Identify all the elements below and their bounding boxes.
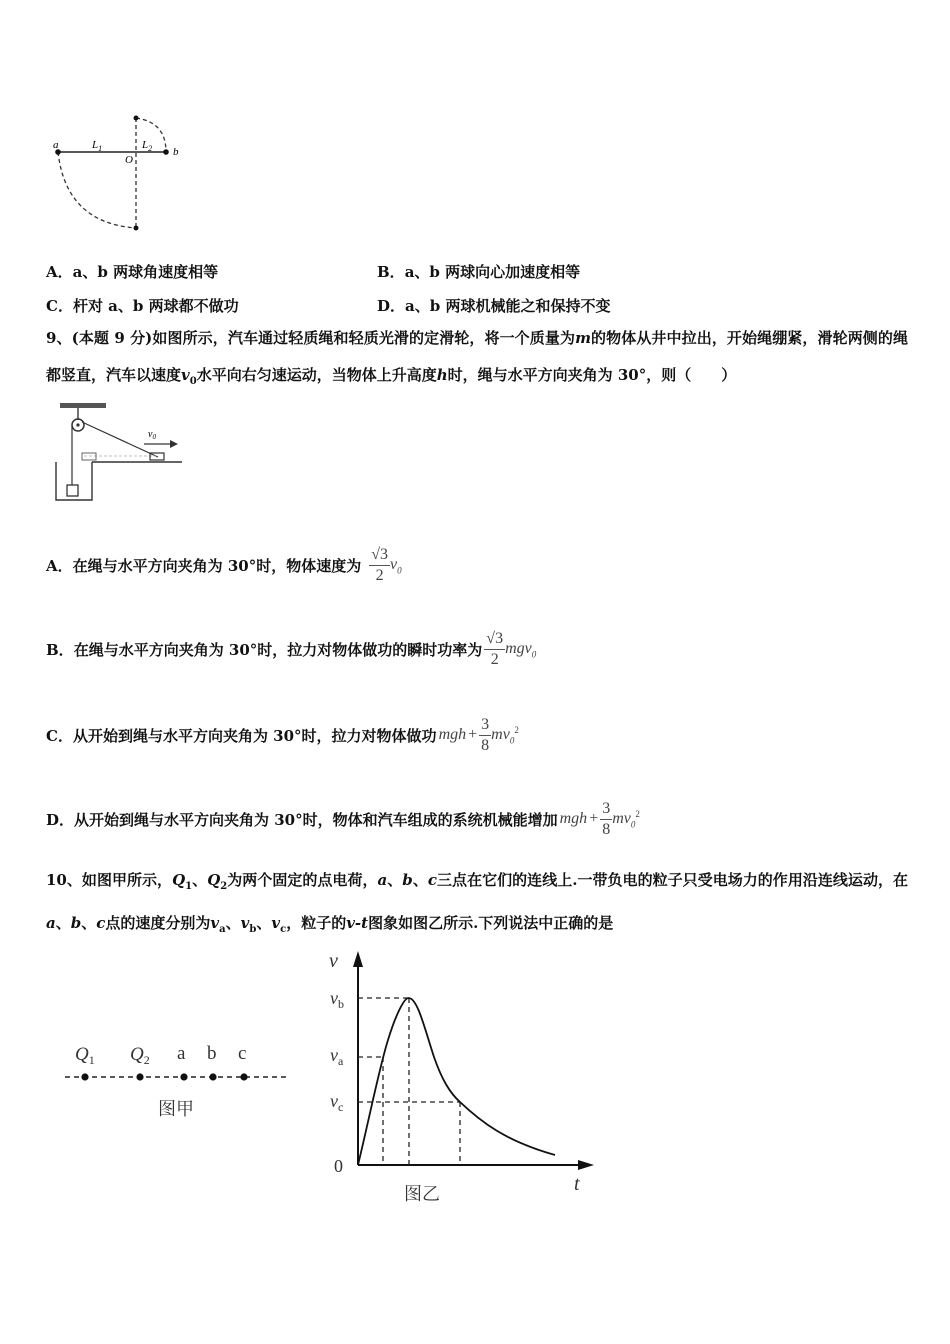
q8-option-c-text: 杆对 a、b 两球都不做功 [72, 297, 239, 315]
q8-rod-figure [48, 108, 198, 238]
q9-option-a[interactable] [46, 535, 402, 595]
q9-option-c-letter: C． [46, 726, 73, 745]
q8-option-a[interactable] [46, 261, 218, 282]
q10-yi-vc-label: $v_c$ [330, 1091, 344, 1114]
q8-option-c[interactable] [46, 295, 239, 316]
q9-option-d[interactable] [46, 789, 640, 849]
q9-option-c[interactable] [46, 705, 519, 765]
q10-jia-dot-c [240, 1073, 247, 1080]
q10-yi-x-arrow [578, 1160, 594, 1170]
q10-jia-dot-q2 [136, 1073, 143, 1080]
q9-option-d-formula: mgh + $\frac{3}{8}$ $mv_0^2$ [559, 799, 640, 838]
q9-option-d-letter: D． [46, 810, 75, 829]
q8-option-c-letter: C． [46, 297, 73, 315]
q10-jia-label-q1: $Q_1$ [75, 1044, 95, 1067]
q8-option-b-text: a、b 两球向心加速度相等 [404, 263, 581, 281]
q8-label-b: b [173, 146, 179, 158]
q8-option-a-text: a、b 两球角速度相等 [72, 263, 219, 281]
q9-v0-label: $v_0$ [148, 429, 156, 441]
q10-yi-y-arrow [353, 951, 363, 967]
q9-option-a-text: 在绳与水平方向夹角为 30°时，物体速度为 [72, 556, 362, 575]
q10-figure-yi [320, 945, 610, 1215]
q10-jia-dot-a [180, 1073, 187, 1080]
q9-option-b-text: 在绳与水平方向夹角为 30°时，拉力对物体做功的瞬时功率为 [73, 640, 483, 659]
q10-yi-va-label: $v_a$ [330, 1045, 344, 1068]
q8-option-d[interactable] [377, 295, 610, 316]
q8-option-b-letter: B． [377, 263, 405, 281]
q9-rope-slant [82, 422, 158, 457]
q9-option-b-letter: B． [46, 640, 74, 659]
q10-jia-label-q2: $Q_2$ [130, 1044, 150, 1067]
q10-yi-x-label: t [574, 1173, 580, 1195]
q8-ball-b [163, 149, 169, 155]
q8-option-d-text: a、b 两球机械能之和保持不变 [405, 297, 611, 315]
q9-ceiling [60, 403, 106, 408]
q9-object [67, 485, 78, 496]
q9-pulley-figure [52, 400, 187, 508]
q10-jia-caption: 图甲 [158, 1099, 194, 1120]
q10-yi-vb-label: $v_b$ [330, 988, 344, 1011]
q8-option-d-letter: D． [377, 297, 406, 315]
q8-ball-bottom [134, 226, 139, 231]
q8-label-o: O [125, 154, 133, 166]
q10-jia-label-b: b [207, 1043, 217, 1064]
q9-option-b-formula: $\frac{√3}{2}$ mgv$_0$ [486, 629, 537, 668]
q9-option-c-text: 从开始到绳与水平方向夹角为 30°时，拉力对物体做功 [72, 726, 437, 745]
q8-label-l1: $L_1$ [92, 139, 103, 153]
q8-label-l2: $L_2$ [142, 139, 153, 153]
q10-jia-dot-b [209, 1073, 216, 1080]
q10-jia-label-a: a [177, 1043, 186, 1064]
q10-jia-label-c: c [238, 1043, 247, 1064]
q9-stem: 9、(本题 9 分)如图所示，汽车通过轻质绳和轻质光滑的定滑轮，将一个质量为m的物体从井中拉出，开始绳绷紧，滑轮两侧的绳都竖直，汽车以速度$v_0$水平向右匀速运动，当物体上升高度h时，绳与水平方向夹角为 30°，则（ ） [46, 329, 908, 387]
q9-option-a-letter: A． [46, 556, 73, 575]
q10-yi-y-label: v [329, 950, 338, 972]
q9-option-d-text: 从开始到绳与水平方向夹角为 30°时，物体和汽车组成的系统机械能增加 [74, 810, 558, 829]
q9-car-start [82, 453, 96, 460]
q10-yi-origin: 0 [334, 1156, 343, 1176]
q9-option-a-formula: $\frac{√3}{2}$ $v_0$ [371, 545, 402, 584]
q10-jia-dot-q1 [81, 1073, 88, 1080]
q8-label-a: a [53, 139, 59, 151]
q10-yi-vt-curve [358, 998, 555, 1165]
q8-option-a-letter: A． [46, 263, 73, 281]
q9-option-c-formula: mgh + $\frac{3}{8}$ $mv_0^2$ [438, 715, 519, 754]
q10-yi-caption: 图乙 [404, 1184, 440, 1205]
q10-stem: 10、如图甲所示，$Q_1$、$Q_2$为两个固定的点电荷，a、b、c三点在它们的连线上.一带负电的粒子只受电场力的作用沿连线运动，在a、b、c点的速度分别为$v_a$、$v_b$、$v_c$，粒子的v-t图象如图乙所示.下列说法中正确的是 [46, 871, 908, 935]
q9-well [56, 462, 92, 500]
q8-option-b[interactable] [377, 261, 580, 282]
q10-figure-jia [58, 1035, 298, 1125]
q8-ball-top [134, 116, 139, 121]
q9-option-b[interactable] [46, 619, 536, 679]
